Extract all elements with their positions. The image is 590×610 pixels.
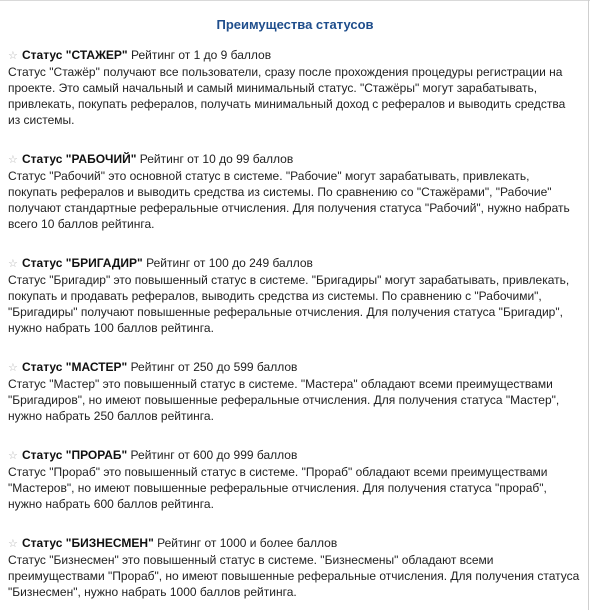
status-section-biznesmen	[8, 534, 580, 600]
right-divider	[588, 0, 589, 610]
star-icon: ☆	[8, 361, 18, 374]
page-title: Преимущества статусов	[216, 17, 374, 32]
status-title-row	[8, 46, 580, 64]
status-name: Статус "СТАЖЕР"	[22, 48, 128, 62]
status-rating: Рейтинг от 1000 и более баллов	[157, 536, 338, 550]
status-section-rabochiy	[8, 150, 580, 232]
star-icon: ☆	[8, 153, 18, 166]
status-section-brigadir	[8, 254, 580, 336]
status-name: Статус "РАБОЧИЙ"	[22, 152, 137, 166]
top-divider	[0, 0, 590, 1]
status-description: Статус "Бизнесмен" это повышенный статус в системе. "Бизнесмены" обладают всеми преимуществами "Прораб", но имеют повышенные реферальные отчисления. Для получения статуса "Бизнесмен", нужно набрать 1000 баллов рейтинга.	[8, 553, 580, 599]
status-name: Статус "БИЗНЕСМЕН"	[22, 536, 154, 550]
status-description: Статус "Прораб" это повышенный статус в системе. "Прораб" обладают всеми преимуществами "Мастеров", но имеют повышенные реферальные отчисления. Для получения статуса "прораб", нужно набрать 600 баллов рейтинга.	[8, 465, 548, 511]
status-title-row	[8, 446, 580, 464]
status-rating: Рейтинг от 250 до 599 баллов	[130, 360, 298, 374]
status-description: Статус "Бригадир" это повышенный статус в системе. "Бригадиры" могут зарабатывать, привлекать, покупать и продавать рефералов, выводить средства из системы. По сравнению с "Рабочими", "Бригадиры" получают повышенные реферальные отчисления. Для получения статуса "Бригадир", нужно набрать 100 баллов рейтинга.	[8, 273, 570, 335]
status-rating: Рейтинг от 10 до 99 баллов	[139, 152, 294, 166]
status-name: Статус "БРИГАДИР"	[22, 256, 143, 270]
status-list	[8, 46, 580, 600]
status-section-prorab	[8, 446, 580, 512]
star-icon: ☆	[8, 49, 18, 62]
star-icon: ☆	[8, 537, 18, 550]
status-title-row	[8, 534, 580, 552]
status-rating: Рейтинг от 1 до 9 баллов	[130, 48, 272, 62]
status-title-row	[8, 358, 580, 376]
status-description: Статус "Рабочий" это основной статус в системе. "Рабочие" могут зарабатывать, привлекать, покупать рефералов и выводить средства из системы. По сравнению со "Стажёрами", "Рабочие" получают стандартные реферальные отчисления. Для получения статуса "Рабочий", нужно набрать всего 10 баллов рейтинга.	[8, 169, 570, 231]
star-icon: ☆	[8, 257, 18, 270]
status-section-stazher	[8, 46, 580, 128]
status-description: Статус "Стажёр" получают все пользователи, сразу после прохождения процедуры регистрации на проекте. Это самый начальный и самый минимальный статус. "Стажёры" могут зарабатывать, привлекать, покупать рефералов, получать минимальный доход с рефералов и выводить средства из системы.	[8, 65, 566, 127]
status-name: Статус "ПРОРАБ"	[22, 448, 128, 462]
star-icon: ☆	[8, 449, 18, 462]
status-section-master	[8, 358, 580, 424]
status-title-row	[8, 150, 580, 168]
status-description: Статус "Мастер" это повышенный статус в системе. "Мастера" обладают всеми преимуществами "Бригадиров", но имеют повышенные реферальные отчисления. Для получения статуса "Мастер", нужно набрать 250 баллов рейтинга.	[8, 377, 560, 423]
status-rating: Рейтинг от 600 до 999 баллов	[130, 448, 298, 462]
status-name: Статус "МАСТЕР"	[22, 360, 128, 374]
status-rating: Рейтинг от 100 до 249 баллов	[146, 256, 313, 270]
status-title-row	[8, 254, 580, 272]
